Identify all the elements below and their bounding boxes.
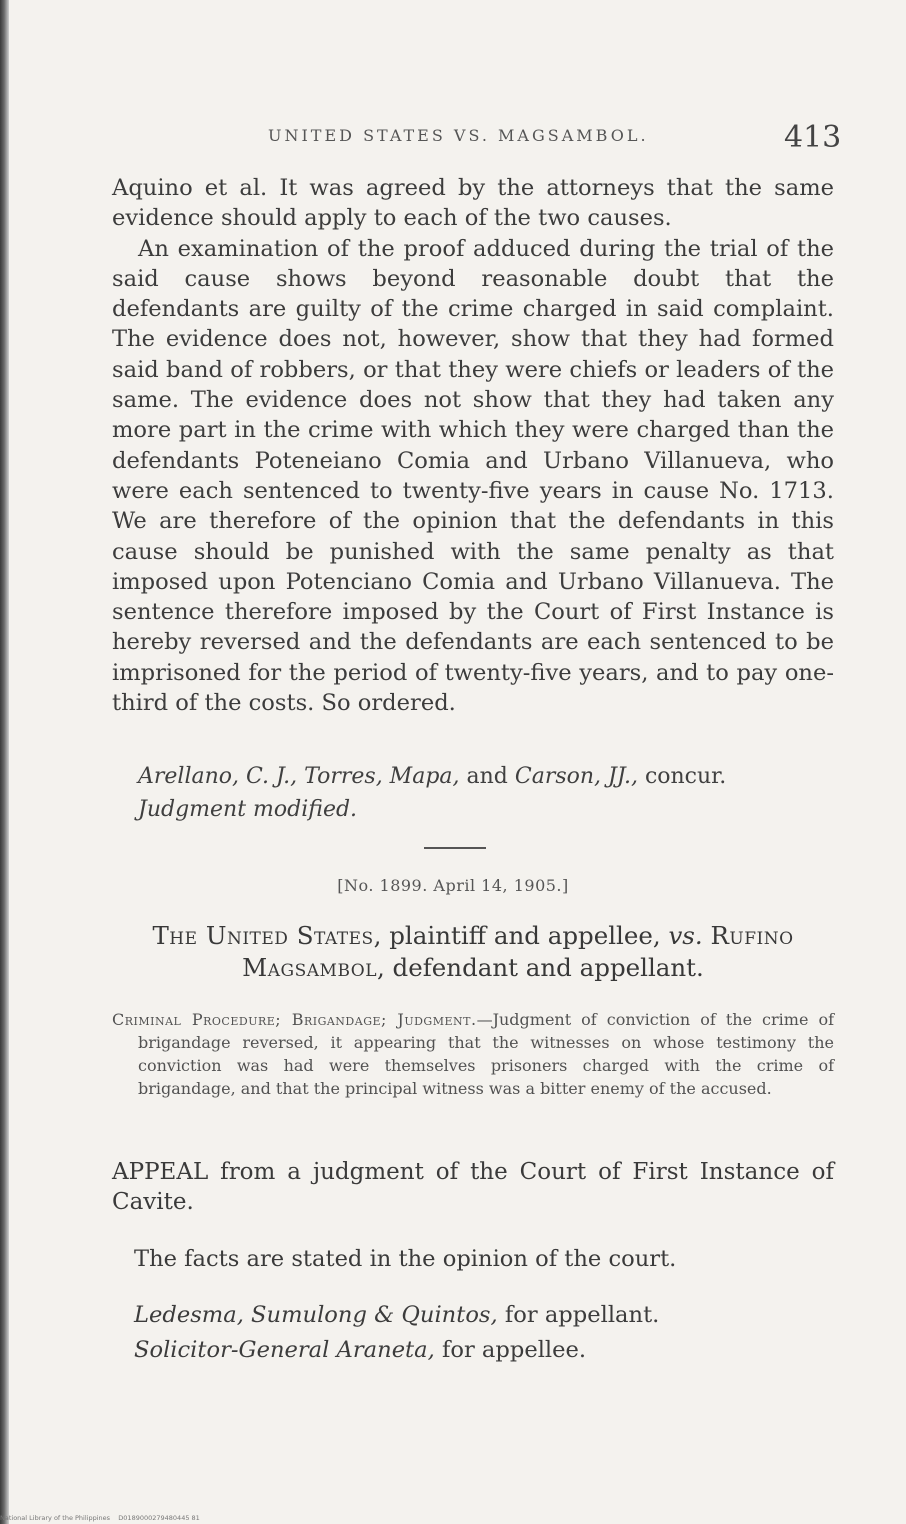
syllabus-text: —Judgment of conviction of the crime of brigandage reversed, it appearing that the witnesses on whose testimony the conviction was had were themselves prisoners charged with the crime of brigandage, and that the principal witness was a bitter enemy of the accused. [138, 1010, 834, 1098]
appeal-lead: APPEAL [112, 1159, 209, 1185]
counsel-appellee [134, 1337, 586, 1363]
plaintiff-name: The United States [152, 921, 374, 950]
page-number: 413 [784, 120, 842, 155]
defendant-name: Rufino Magsambol [242, 921, 794, 982]
appeal-statement [112, 1157, 834, 1217]
running-head: UNITED STATES VS. MAGSAMBOL. [268, 126, 649, 145]
appeal-text: from a judgment of the Court of First Instance of Cavite. [112, 1159, 834, 1215]
plaintiff-role: , plaintiff and appellee, [373, 921, 669, 950]
opinion-paragraph-2: An examination of the proof adduced during the trial of the said cause shows beyond reasonable doubt that the defendants are guilty of the crime charged in said complaint. The evidence does not, however, show that they had formed said band of robbers, or that they were chiefs or leaders of the same. The evidence does not show that they had taken any more part in the crime with which they were charged than the defendants Poteneiano Comia and Urbano Villanueva, who were each sentenced to twenty-five years in cause No. 1713. We are therefore of the opinion that the defendants in this cause should be punished with the same penalty as that imposed upon Potenciano Comia and Urbano Villanueva. The sentence therefore imposed by the Court of First Instance is hereby reversed and the defendants are each sentenced to be imprisoned for the period of twenty-five years, and to pay one-third of the costs. So ordered. [112, 235, 834, 717]
counsel-appellee-role: for appellee. [434, 1337, 587, 1363]
concurrence-line [138, 764, 726, 789]
case-number-date: [No. 1899. April 14, 1905.] [337, 876, 569, 895]
counsel-appellant [134, 1302, 659, 1328]
counsel-appellant-role: for appellant. [497, 1302, 660, 1328]
defendant-role: , defendant and appellant. [376, 953, 704, 982]
section-divider [424, 847, 486, 849]
facts-statement: The facts are stated in the opinion of the court. [134, 1246, 677, 1272]
concur-and: and [459, 764, 515, 789]
counsel-appellant-names: Ledesma, Sumulong & Quintos, [134, 1302, 498, 1328]
case-title [112, 920, 834, 984]
opinion-text [112, 173, 834, 718]
concur-word: concur. [637, 764, 727, 789]
concurring-justice-last: Carson, JJ., [514, 764, 638, 789]
scan-source-footer: National Library of the Philippines D0189000279480445 81 [0, 1514, 200, 1522]
counsel-appellee-names: Solicitor-General Araneta, [134, 1337, 435, 1363]
syllabus-heading: Criminal Procedure; Brigandage; Judgment. [112, 1010, 477, 1029]
concurring-justices: Arellano, C. J., Torres, Mapa, [138, 764, 460, 789]
disposition: Judgment modified. [138, 797, 358, 822]
versus: vs. [668, 921, 703, 950]
syllabus [112, 1008, 834, 1100]
opinion-paragraph-1: Aquino et al. It was agreed by the attorneys that the same evidence should apply to each of the two causes. [112, 175, 834, 232]
